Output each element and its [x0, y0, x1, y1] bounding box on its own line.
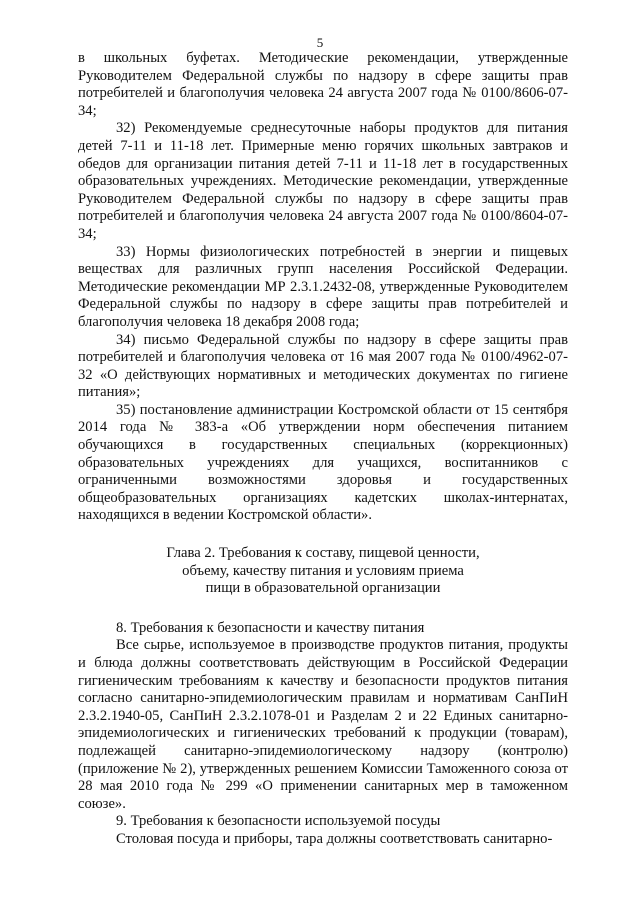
page-number: 5 — [316, 35, 324, 50]
paragraph-item-35: 35) постановление администрации Костромской области от 15 сентября 2014 года № 383-а «Об утверждении норм обеспечения питанием обучающихся в государственных специальных (коррекционных) образовательных учреждениях для учащихся, воспитанников с ограниченными возможностями здоровья и государственных общеобразовательных организациях кадетских школах-интернатах, находящихся в ведении Костромской области». — [78, 401, 568, 524]
paragraph-tableware: Столовая посуда и приборы, тара должны соответствовать санитарно- — [116, 830, 553, 847]
chapter-heading-line-3: пищи в образовательной организации — [205, 580, 441, 597]
paragraph-item-33: 33) Нормы физиологических потребностей в энергии и пищевых веществах для различных групп населения Российской Федерации. Методические рекомендации МР 2.3.1.2432-08, утвержденные Руководителем Федеральной службы по надзору в сфере защиты прав потребителей и благополучия человека 18 декабря 2008 года; — [78, 243, 568, 330]
section-heading-8: 8. Требования к безопасности и качеству питания — [116, 619, 425, 636]
section-heading-9: 9. Требования к безопасности используемой посуды — [116, 813, 441, 830]
paragraph-buffets-recommendations: в школьных буфетах. Методические рекомендации, утвержденные Руководителем Федеральной службы по надзору в сфере защиты прав потребителей и благополучия человека 24 августа 2007 года № 0100/8606-07-34; — [78, 50, 568, 119]
chapter-heading-line-1: Глава 2. Требования к составу, пищевой ценности, — [166, 545, 480, 562]
document-body — [78, 50, 568, 849]
chapter-heading — [78, 545, 568, 598]
paragraph-raw-materials: Все сырье, используемое в производстве продуктов питания, продукты и блюда должны соответствовать действующим в Российской Федерации гигиеническим требованиям к качеству и безопасности продуктов питания согласно санитарно-эпидемиологическим правилам и нормативам СанПиН 2.3.2.1940-05, СанПиН 2.3.2.1078-01 и Разделам 2 и 22 Единых санитарно-эпидемиологических и гигиенических требований к продукции (товарам), подлежащей санитарно-эпидемиологическому надзору (контролю) (приложение № 2), утвержденных решением Комиссии Таможенного союза от 28 мая 2010 года № 299 «О применении санитарных мер в таможенном союзе». — [78, 637, 568, 812]
paragraph-item-32: 32) Рекомендуемые среднесуточные наборы продуктов для питания детей 7-11 и 11-18 лет. Примерные меню горячих школьных завтраков и обедов для организации питания детей 7-11 и 11-18 лет в государственных образовательных учреждениях. Методические рекомендации, утвержденные Руководителем Федеральной службы по надзору в сфере защиты прав потребителей и благополучия человека 24 августа 2007 года № 0100/8604-07-34; — [78, 120, 568, 242]
paragraph-item-34: 34) письмо Федеральной службы по надзору в сфере защиты прав потребителей и благополучия человека от 16 мая 2007 года № 0100/4962-07-32 «О действующих нормативных и методических документах по гигиене питания»; — [78, 331, 568, 401]
chapter-heading-line-2: объему, качеству питания и условиям приема — [182, 562, 464, 579]
